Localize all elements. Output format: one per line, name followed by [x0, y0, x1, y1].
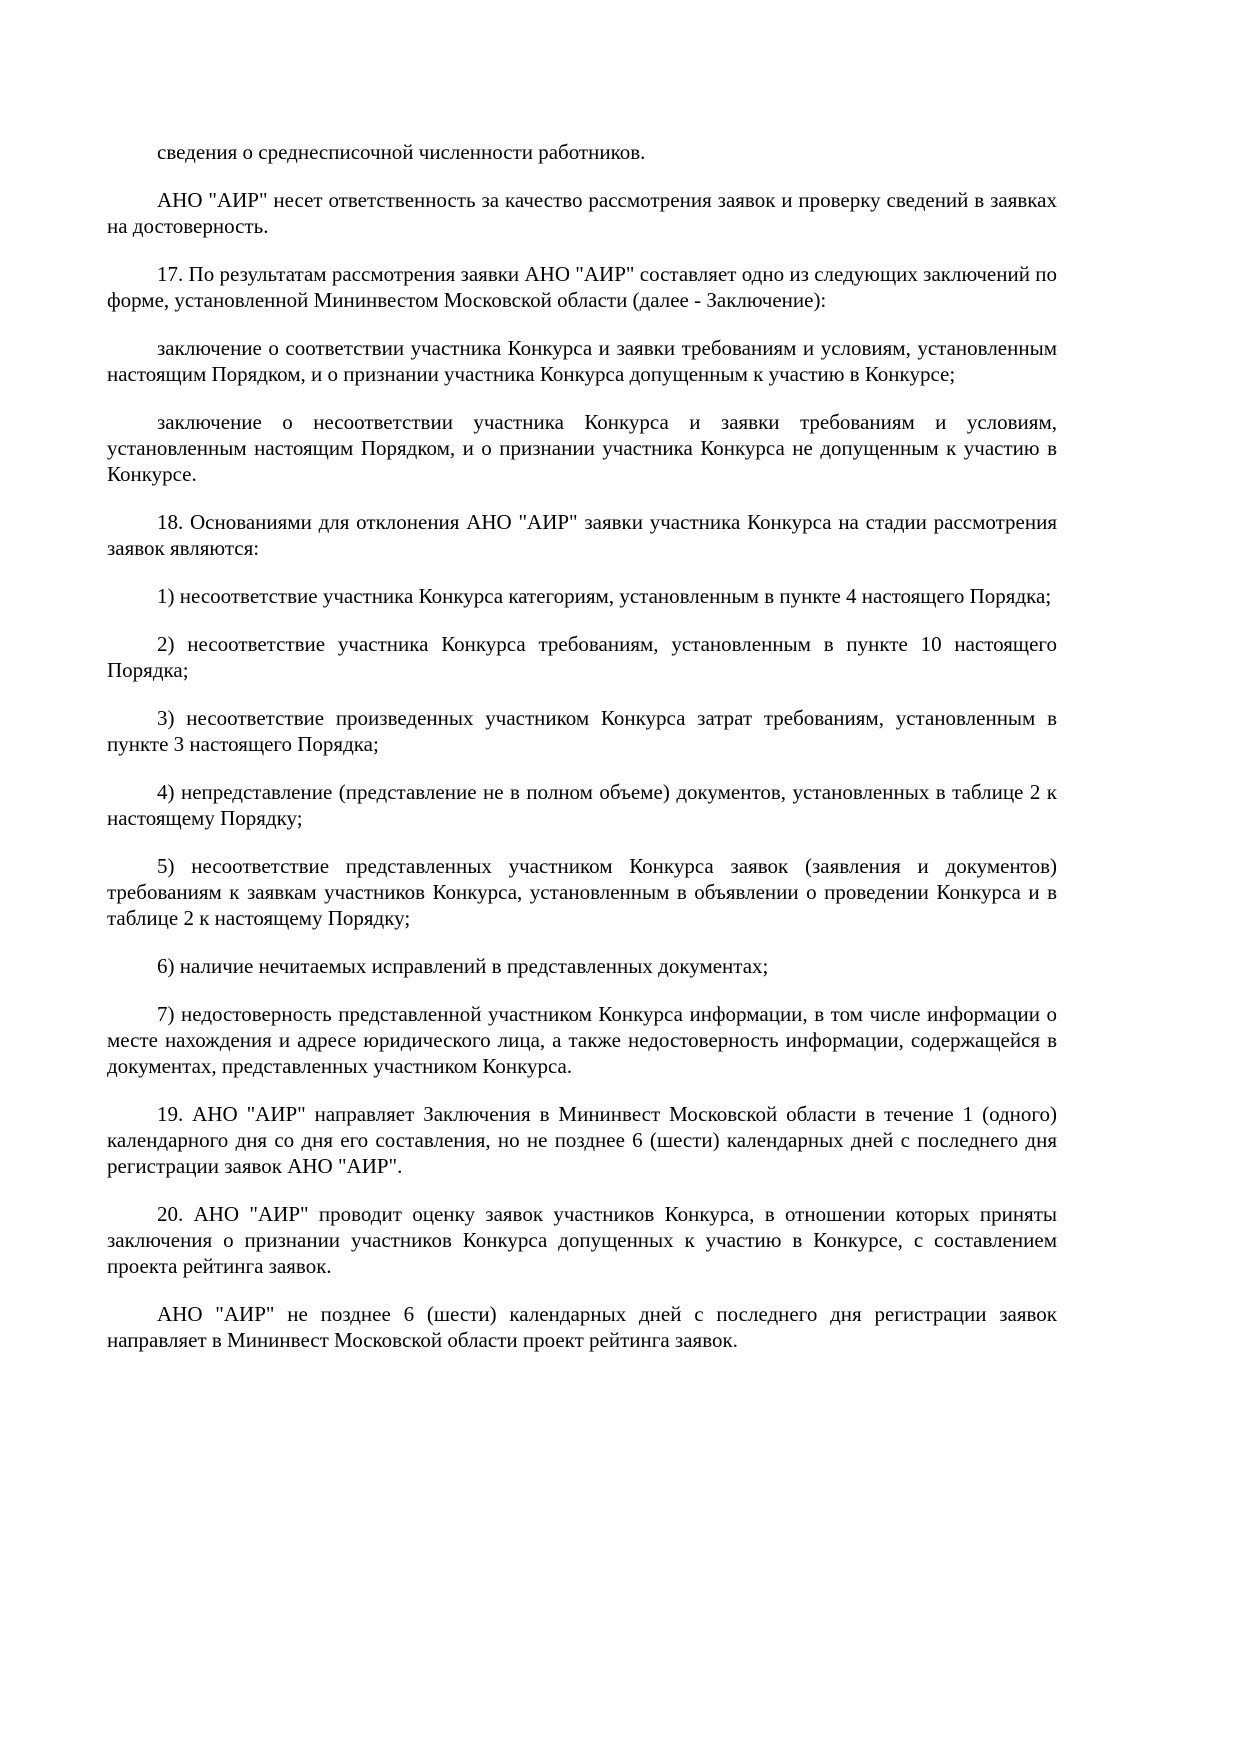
list-item: 3) несоответствие произведенных участником Конкурса затрат требованиям, установленным в пункте 3 настоящего Порядка;	[107, 706, 1057, 756]
list-item: 5) несоответствие представленных участником Конкурса заявок (заявления и документов) требованиям к заявкам участников Конкурса, установленным в объявлении о проведении Конкурса и в таблице 2 к настоящему Порядку;	[107, 854, 1057, 930]
paragraph: сведения о среднесписочной численности работников.	[157, 140, 646, 164]
paragraph: АНО "АИР" несет ответственность за качество рассмотрения заявок и проверку сведений в заявках на достоверность.	[107, 188, 1057, 238]
paragraph: 19. АНО "АИР" направляет Заключения в Мининвест Московской области в течение 1 (одного) календарного дня со дня его составления, но не позднее 6 (шести) календарных дней с последнего дня регистрации заявок АНО "АИР".	[107, 1102, 1057, 1178]
list-item: 2) несоответствие участника Конкурса требованиям, установленным в пункте 10 настоящего Порядка;	[107, 632, 1057, 682]
list-item: 1) несоответствие участника Конкурса категориям, установленным в пункте 4 настоящего Порядка;	[157, 584, 1052, 608]
list-item: 7) недостоверность представленной участником Конкурса информации, в том числе информации о месте нахождения и адресе юридического лица, а также недостоверность информации, содержащейся в документах, представленных участником Конкурса.	[107, 1002, 1057, 1078]
paragraph: заключение о несоответствии участника Конкурса и заявки требованиям и условиям, установленным настоящим Порядком, и о признании участника Конкурса не допущенным к участию в Конкурсе.	[107, 410, 1057, 486]
document-page	[107, 139, 1057, 1375]
list-item: 4) непредставление (представление не в полном объеме) документов, установленных в таблице 2 к настоящему Порядку;	[107, 780, 1057, 830]
paragraph: 20. АНО "АИР" проводит оценку заявок участников Конкурса, в отношении которых приняты заключения о признании участников Конкурса допущенных к участию в Конкурсе, с составлением проекта рейтинга заявок.	[107, 1202, 1057, 1278]
paragraph: заключение о соответствии участника Конкурса и заявки требованиям и условиям, установленным настоящим Порядком, и о признании участника Конкурса допущенным к участию в Конкурсе;	[107, 336, 1057, 386]
paragraph: 17. По результатам рассмотрения заявки АНО "АИР" составляет одно из следующих заключений по форме, установленной Мининвестом Московской области (далее - Заключение):	[107, 262, 1057, 312]
paragraph: 18. Основаниями для отклонения АНО "АИР" заявки участника Конкурса на стадии рассмотрения заявок являются:	[107, 510, 1057, 560]
paragraph: АНО "АИР" не позднее 6 (шести) календарных дней с последнего дня регистрации заявок направляет в Мининвест Московской области проект рейтинга заявок.	[107, 1302, 1057, 1352]
list-item: 6) наличие нечитаемых исправлений в представленных документах;	[157, 954, 769, 978]
